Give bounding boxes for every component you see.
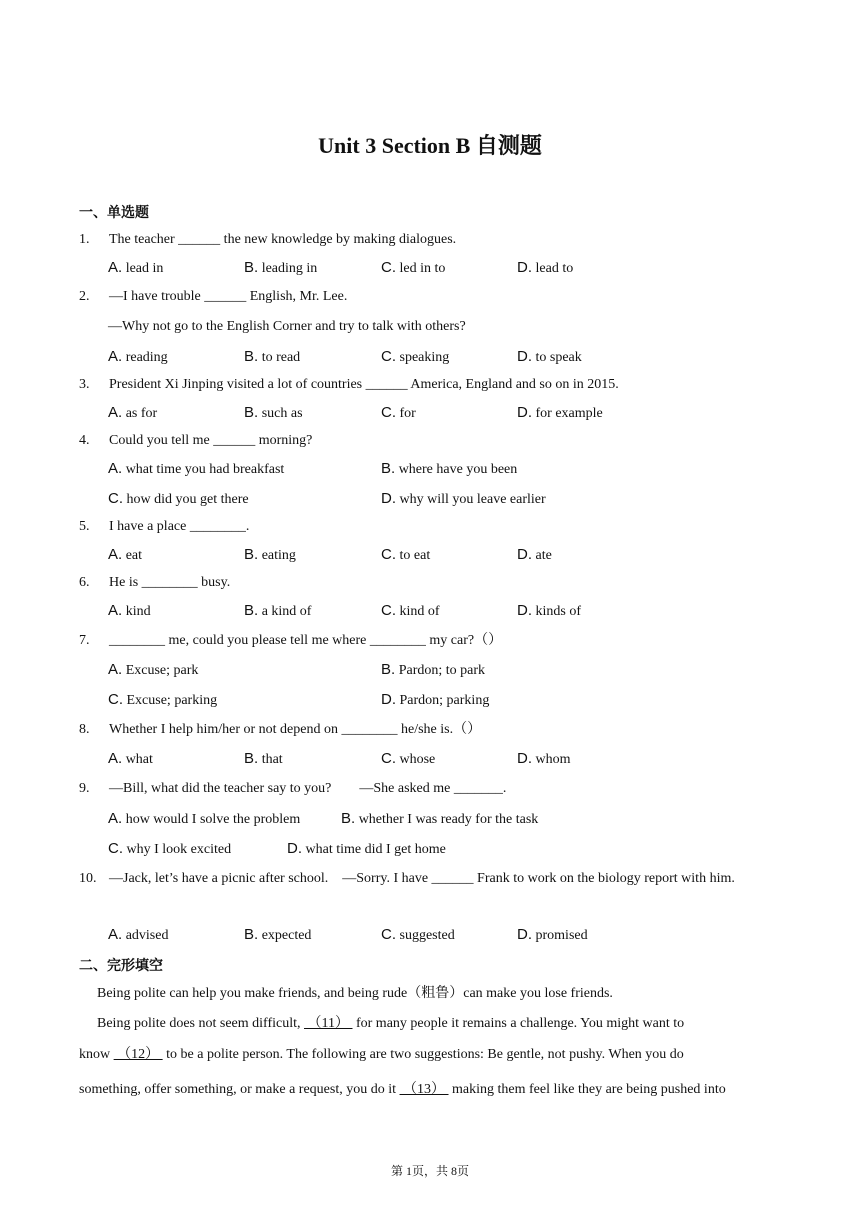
question-2 [79, 287, 789, 307]
option-b: B. expected [244, 926, 312, 943]
question-number: 7. [79, 633, 90, 648]
question-number: 10. [79, 871, 97, 886]
option-d: D. whom [517, 750, 571, 767]
option-b: B. leading in [244, 259, 318, 276]
question-stem: ________ me, could you please tell me where ________ my car?（） [109, 633, 503, 648]
option-d: D. lead to [517, 259, 574, 276]
option-d: D. promised [517, 926, 588, 943]
question-1 [79, 230, 789, 250]
option-d: D. to speak [517, 348, 582, 365]
option-b: B. where have you been [381, 460, 518, 477]
option-b: B. such as [244, 404, 303, 421]
option-b: B. to read [244, 348, 301, 365]
passage-line-2: know （12） to be a polite person. The following are two suggestions: Be gentle, not pushy. When you do [79, 1047, 684, 1062]
option-d: D. for example [517, 404, 603, 421]
question-number: 8. [79, 722, 90, 737]
question-stem: I have a place ________. [109, 519, 250, 534]
option-c: C. why I look excited [108, 840, 232, 857]
option-a: A. kind [108, 602, 151, 619]
question-number: 5. [79, 519, 90, 534]
question-number: 9. [79, 781, 90, 796]
question-stem: —I have trouble ______ English, Mr. Lee. [109, 289, 348, 304]
question-stem: Whether I help him/her or not depend on ________ he/she is.（） [109, 722, 482, 737]
option-c: C. to eat [381, 546, 431, 563]
option-d: D. what time did I get home [287, 840, 446, 857]
option-a: A. what [108, 750, 153, 767]
option-a: A. Excuse; park [108, 661, 199, 678]
option-a: A. lead in [108, 259, 164, 276]
question-stem: He is ________ busy. [109, 575, 231, 590]
option-c: C. Excuse; parking [108, 691, 218, 708]
blank-11[interactable]: （11） [304, 1016, 353, 1031]
passage-line-3: something, offer something, or make a request, you do it （13） making them feel like they are being pushed into [79, 1082, 726, 1097]
option-b: B. whether I was ready for the task [341, 810, 539, 827]
option-b: B. eating [244, 546, 296, 563]
question-stem: President Xi Jinping visited a lot of countries ______ America, England and so on in 2015. [109, 377, 619, 392]
option-c: C. whose [381, 750, 436, 767]
option-d: D. Pardon; parking [381, 691, 490, 708]
question-8 [79, 720, 789, 740]
option-b: B. that [244, 750, 283, 767]
question-3 [79, 375, 789, 395]
question-4 [79, 431, 789, 451]
question-stem: Could you tell me ______ morning? [109, 433, 313, 448]
option-c: C. speaking [381, 348, 450, 365]
question-9 [79, 779, 789, 799]
question-number: 6. [79, 575, 90, 590]
page-title: Unit 3 Section B 自测题 [318, 133, 542, 158]
option-c: C. how did you get there [108, 490, 249, 507]
question-stem: —Bill, what did the teacher say to you? —She asked me _______. [109, 781, 507, 796]
option-c: C. led in to [381, 259, 446, 276]
passage-paragraph-2: Being polite does not seem difficult, （11） for many people it remains a challenge. You might want to [97, 1016, 685, 1031]
question-stem: —Jack, let’s have a picnic after school. —Sorry. I have ______ Frank to work on the biology report with him. [109, 871, 735, 886]
option-a: A. what time you had breakfast [108, 460, 285, 477]
option-a: A. as for [108, 404, 158, 421]
passage-paragraph-1: Being polite can help you make friends, and being rude（粗鲁）can make you lose friends. [97, 986, 613, 1001]
question-number: 1. [79, 232, 90, 247]
option-a: A. advised [108, 926, 169, 943]
option-c: C. kind of [381, 602, 440, 619]
question-stem-line-2: —Why not go to the English Corner and try to talk with others? [108, 319, 466, 334]
option-c: C. suggested [381, 926, 455, 943]
question-6 [79, 573, 789, 593]
option-a: A. reading [108, 348, 168, 365]
question-number: 3. [79, 377, 90, 392]
question-stem: The teacher ______ the new knowledge by making dialogues. [109, 232, 457, 247]
option-a: A. eat [108, 546, 143, 563]
question-7 [79, 631, 789, 651]
option-c: C. for [381, 404, 416, 421]
blank-13[interactable]: （13） [399, 1082, 449, 1097]
page-footer: 第 1页，共 8页 [390, 1164, 469, 1178]
question-number: 4. [79, 433, 90, 448]
option-d: D. ate [517, 546, 552, 563]
question-10 [79, 869, 789, 897]
question-number: 2. [79, 289, 90, 304]
option-b: B. a kind of [244, 602, 312, 619]
section-heading-single-choice: 一、单选题 [79, 205, 149, 221]
option-b: B. Pardon; to park [381, 661, 486, 678]
option-d: D. why will you leave earlier [381, 490, 546, 507]
blank-12[interactable]: （12） [113, 1047, 163, 1062]
option-d: D. kinds of [517, 602, 581, 619]
option-a: A. how would I solve the problem [108, 810, 301, 827]
section-heading-cloze: 二、完形填空 [79, 958, 163, 974]
question-5 [79, 517, 789, 537]
